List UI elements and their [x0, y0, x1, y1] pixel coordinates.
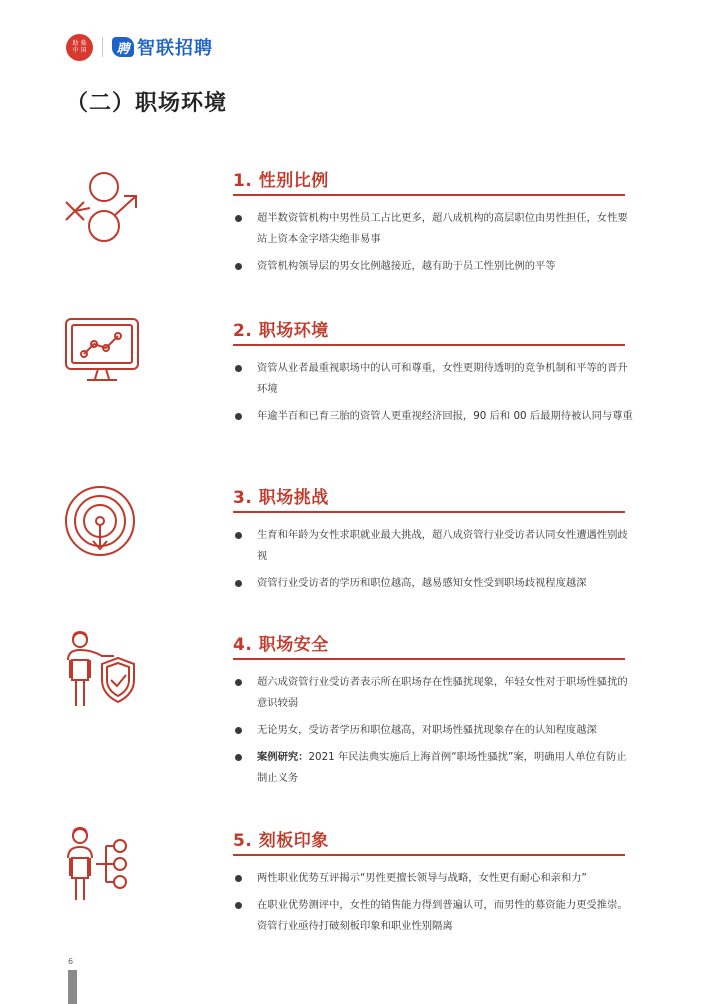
case-text: 2021 年民法典实施后上海首例“职场性骚扰”案，明确用人单位有防止制止义务	[257, 751, 627, 784]
target-arrow-icon	[62, 483, 146, 567]
monitor-chart-icon	[62, 316, 146, 400]
woman-shield-icon	[62, 630, 146, 714]
section-heading: 2. 职场环境	[233, 321, 329, 341]
zhaopin-logo-text: 智联招聘	[137, 38, 213, 59]
section-rule	[233, 344, 625, 346]
list-item: 年逾半百和已育三胎的资管人更重视经济回报，90 后和 00 后最期待被认同与尊重	[233, 406, 633, 427]
section-rule	[233, 854, 625, 856]
section-heading: 4. 职场安全	[233, 635, 329, 655]
section-heading: 1. 性别比例	[233, 171, 329, 191]
case-label: 案例研究：	[257, 751, 309, 763]
section-rule	[233, 511, 625, 513]
zhaopin-logo-icon: 聘	[112, 37, 134, 57]
gender-symbols-icon	[62, 168, 146, 252]
section-heading: 5. 刻板印象	[233, 831, 329, 851]
list-item: 超半数资管机构中男性员工占比更多，超八成机构的高层职位由男性担任，女性要站上资本金字塔尖绝非易事	[233, 208, 633, 250]
list-item: 资管从业者最重视职场中的认可和尊重，女性更期待透明的竞争机制和平等的晋升环境	[233, 358, 633, 400]
bullet-list	[233, 358, 633, 433]
page-marker-bar	[68, 970, 77, 1004]
list-item: 超六成资管行业受访者表示所在职场存在性骚扰现象，年轻女性对于职场性骚扰的意识较弱	[233, 672, 633, 714]
section-heading: 3. 职场挑战	[233, 488, 329, 508]
list-item: 生育和年龄为女性求职就业最大挑战，超八成资管行业受访者认同女性遭遇性别歧视	[233, 525, 633, 567]
seal-logo	[66, 34, 93, 61]
bullet-list	[233, 525, 633, 600]
seal-text-top: 助 燊	[72, 40, 87, 47]
page-number: 6	[68, 957, 74, 966]
list-item: 在职业优势测评中，女性的销售能力得到普遍认可，而男性的募资能力更受推崇。资管行业亟待打破刻板印象和职业性别隔离	[233, 895, 633, 937]
woman-network-icon	[62, 826, 146, 910]
bullet-list	[233, 672, 633, 795]
section-rule	[233, 658, 625, 660]
list-item: 资管行业受访者的学历和职位越高，越易感知女性受到职场歧视程度越深	[233, 573, 633, 594]
seal-text-bottom: 中 国	[72, 47, 87, 54]
bullet-list	[233, 208, 633, 283]
list-item: 资管机构领导层的男女比例越接近，越有助于员工性别比例的平等	[233, 256, 633, 277]
section-rule	[233, 194, 625, 196]
list-item: 无论男女，受访者学历和职位越高，对职场性骚扰现象存在的认知程度越深	[233, 720, 633, 741]
list-item: 两性职业优势互评揭示“男性更擅长领导与战略，女性更有耐心和亲和力”	[233, 868, 633, 889]
page-header	[66, 32, 213, 62]
page-title: （二）职场环境	[66, 91, 228, 116]
list-item	[233, 747, 633, 789]
header-divider	[102, 37, 103, 57]
bullet-list	[233, 868, 633, 943]
